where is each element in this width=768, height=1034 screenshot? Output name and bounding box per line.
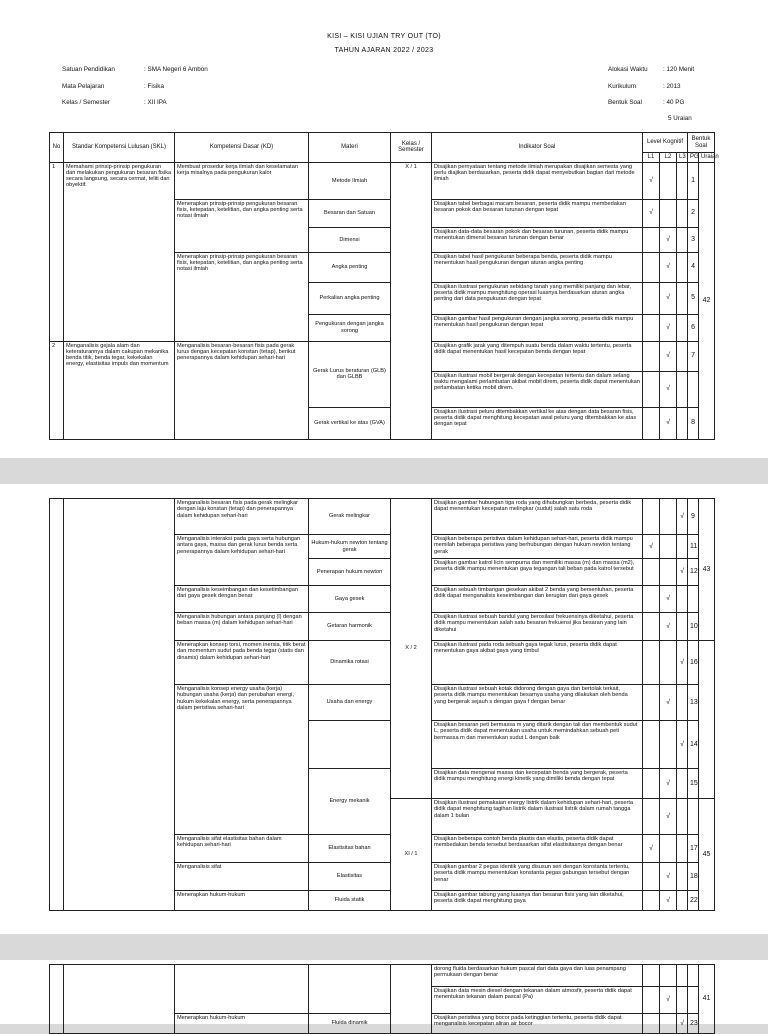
col-pg: PG: [688, 153, 699, 163]
row-kd: Menganalisis interaksi pada gaya serta hubungan antara gaya, massa dan gerak lurus benda serta penerapannya dalam kehidupan sehari-hari: [175, 535, 309, 586]
table-row: [50, 341, 715, 371]
row-pg: 11: [688, 535, 699, 559]
check-mark: √: [660, 282, 677, 314]
row-pg: 22: [688, 891, 699, 911]
row-materi: Penerapan hukum newton: [309, 559, 391, 586]
row-materi: Gerak Lurus beraturan (GLB) dan GLBB: [309, 341, 391, 407]
row-kd: Menganalisis konsep energy usaha (kerja) hubungan usaha (kerja) dan perubahan energi, hukum kekekalan energy, serta penerapannya dalam peristiwa sehari-hari: [175, 685, 309, 835]
row-indikator: Disajikan gambar hasil pengukuran dengan jangka sorong, peserta didik mampu menentukan hasil pengukuran dengan tepat: [432, 314, 643, 341]
col-skl: Standar Kompetensi Lulusan (SKL): [64, 133, 175, 163]
row-indikator: Disajikan beberapa peristiwa dalam kehidupan sehari-hari, peserta didik mampu memilah beberapa peristiwa yang berhubungan dengan hukum newton tentang gerak: [432, 535, 643, 559]
row-indikator: Disajikan besaran peti bermassa m yang ditarik dengan tali dan membentuk sudut L, peserta didik dapat menentukan usaha untuk memindahkan sebuah peti bermassa m dan menentukan sudut L dengan baik: [432, 721, 643, 769]
row-pg: 8: [688, 407, 699, 439]
row-materi: Dimensi: [309, 227, 391, 252]
row-kd: Menganalisis besaran-besaran fisis pada gerak lurus dengan kecepatan konstan (tetap), berikut penerapannya dalam kehidupan sehari-hari: [175, 341, 309, 439]
row-kd: Menerapkan hukum-hukum: [175, 1014, 309, 1034]
check-mark: √: [660, 314, 677, 341]
check-mark: √: [660, 227, 677, 252]
col-l2: L2: [660, 153, 677, 163]
row-pg: 3: [688, 227, 699, 252]
row-kd: Membuat prosedur kerja ilmiah dan keselamatan kerja misalnya pada pengukuran kalor: [175, 162, 309, 199]
check-mark: √: [677, 559, 688, 586]
page-1: [0, 0, 768, 458]
kisi-table-page-1: [49, 132, 719, 440]
check-mark: √: [660, 613, 677, 641]
row-kd: Menganalisis keseimbangan dan kesetimbangan dari gaya gesek dengan benar: [175, 586, 309, 613]
uraian-count: 5 Uraian: [668, 115, 692, 122]
satuan-value: : SMA Negeri 6 Ambon: [144, 66, 208, 73]
row-uraian: 41: [699, 965, 715, 1034]
check-mark: √: [677, 1014, 688, 1034]
check-mark: √: [660, 252, 677, 282]
row-kd: Menganalisis hubungan antara panjang (l) dengan beban massa (m) dalam kehidupan sehari-hari: [175, 613, 309, 641]
row-kelas: X / 1: [391, 162, 432, 439]
row-materi: Hukum-hukum newton tentang gerak: [309, 535, 391, 559]
check-mark: √: [643, 162, 660, 199]
row-materi: Angka penting: [309, 252, 391, 282]
row-kd: Menerapkan konsep torsi, momen inersia, titik berat dan momentum sudut pada benda tegar (statis dan dinamis) dalam kehidupan sehari-hari: [175, 641, 309, 685]
check-mark: √: [660, 799, 677, 835]
row-indikator: Disajikan peristiwa yang bocor pada ketinggian tertentu, peserta didik dapat menganalisis kecepatan aliran air bocor: [432, 1014, 643, 1034]
col-indikator: Indikator Soal: [432, 133, 643, 163]
col-no: No: [50, 133, 64, 163]
row-pg: 23: [688, 1014, 699, 1034]
col-materi: Materi: [309, 133, 391, 163]
row-pg: 2: [688, 199, 699, 227]
col-bentuk: Bentuk Soal: [688, 133, 715, 153]
row-indikator: Disajikan ilustrasi sebuah bandul yang berosilasi frekuensinya diketahui, peserta didik mampu menentukan salah satu besaran frekuensi jika besaran yang lain diketahui: [432, 613, 643, 641]
col-level: Level Kognitif: [643, 133, 688, 153]
bentuk-value: : 40 PG: [663, 99, 685, 106]
document-title: KISI – KISI UJIAN TRY OUT (TO): [327, 33, 441, 40]
col-l3: L3: [677, 153, 688, 163]
row-pg: 18: [688, 863, 699, 891]
row-indikator: Disajikan ilustrasi peluru ditembakkan vertikal ke atas dengan data besaran fisis, peserta didik dapat menghitung kecepatan awal peluru yang ditembakkan ke atas dengan tepat: [432, 407, 643, 439]
table-row: [50, 499, 715, 535]
kisi-table-page-2: [49, 498, 715, 911]
row-no: 2: [50, 341, 64, 439]
row-pg: 14: [688, 721, 699, 769]
row-materi: Fluida statik: [309, 891, 391, 911]
row-pg: 17: [688, 835, 699, 863]
document-year: TAHUN AJARAN 2022 / 2023: [334, 47, 434, 54]
check-mark: √: [643, 835, 660, 863]
table-row: [50, 965, 715, 987]
row-indikator: Disajikan tabel berbagai macam besaran, peserta didik mampu membedakan besaran pokok dan besaran turunan dengan tepat: [432, 199, 643, 227]
row-pg: 7: [688, 341, 699, 371]
col-uraian: Uraian: [699, 153, 715, 163]
row-pg: 9: [688, 499, 699, 535]
row-kd: Menerapkan hukum-hukum: [175, 891, 309, 911]
row-indikator: Disajikan gambar 2 pegas identik yang disusun seri dengan konstanta tertentu, peserta didik mampu menentukan konstanta pegas gabungan tersebut dengan benar: [432, 863, 643, 891]
row-skl: Menganalisis gejala alam dan keteraturannya dalam cakupan mekanika benda titik, benda tegar, kekekalan energy, elastisitas impuls dan momentum: [64, 341, 175, 439]
row-pg: 12: [688, 559, 699, 586]
row-pg: 6: [688, 314, 699, 341]
check-mark: √: [660, 891, 677, 911]
kelas-value: : XII IPA: [144, 99, 167, 106]
row-materi: Dinamika rotasi: [309, 641, 391, 685]
bentuk-label: Bentuk Soal: [608, 99, 642, 106]
row-indikator: Disajikan tabel hasil pengukuran beberapa benda, peserta didik mampu menentukan hasil pengukuran dengan aturan angka penting: [432, 252, 643, 282]
row-indikator: Disajikan gambar hubungan tiga roda yang dihubungkan berbeda, peserta didik dapat menentukan kecepatan melingkar (sudut) salah satu roda: [432, 499, 643, 535]
check-mark: √: [660, 341, 677, 371]
row-indikator: Disajikan gambar tabung yang luasnya dan besaran fisis yang lain diketahui, peserta didik dapat menghitung gaya: [432, 891, 643, 911]
row-uraian: 43: [699, 499, 715, 641]
row-indikator: Disajikan grafik jarak yang ditempuh suatu benda dalam waktu tertentu, peserta didik dapat menentukan hasil kecepatan benda dengan tepat: [432, 341, 643, 371]
row-materi: Elastisitas: [309, 863, 391, 891]
row-materi: Gaya gesek: [309, 586, 391, 613]
mapel-label: Mata Pelajaran: [62, 83, 105, 90]
check-mark: √: [660, 586, 677, 613]
row-indikator: dorong fluida berdasarkan hukum pascal dari data gaya dan luas penampang permukaan dengan benar: [432, 965, 643, 987]
row-uraian: 45: [699, 799, 715, 911]
check-mark: √: [660, 685, 677, 721]
row-pg: 4: [688, 252, 699, 282]
kisi-table-page-3: [49, 964, 715, 1034]
kurikulum-value: : 2013: [663, 83, 681, 90]
row-materi: Gerak melingkar: [309, 499, 391, 535]
row-materi: Energy mekanik: [309, 769, 391, 835]
check-mark: √: [660, 863, 677, 891]
row-kd: Menerapkan prinsip-prinsip pengukuran besaran fisis, ketepatan, ketelitian, dan angka penting serta notasi ilmiah: [175, 199, 309, 252]
row-materi: Gerak vertikal ke atas (GVA): [309, 407, 391, 439]
row-uraian: 42: [699, 162, 715, 439]
satuan-label: Satuan Pendidikan: [62, 66, 115, 73]
col-kelas: Kelas / Semester: [391, 133, 432, 163]
check-mark: √: [660, 407, 677, 439]
row-materi: Metode Ilmiah: [309, 162, 391, 199]
row-pg: 16: [688, 641, 699, 685]
row-skl: Memahami prinsip-prinsip pengukuran dan melakukan pengukuran besaran fisika secara langsung, secara cermat, teliti dan obyektif.: [64, 162, 175, 341]
check-mark: √: [660, 987, 677, 1014]
row-indikator: Disajikan beberapa contoh benda plastis dan elastis, peserta didik dapat membedakan benda tersebut berdasarkan sifat elastisitasnya dengan benar: [432, 835, 643, 863]
mapel-value: : Fisika: [144, 83, 164, 90]
row-indikator: Disajikan sebuah timbangan gesekan akibat 2 benda yang bersentuhan, peserta didik dapat menganalisis keseimbangan dan kerugian dari gaya gesek: [432, 586, 643, 613]
row-pg: 15: [688, 769, 699, 799]
row-pg: 10: [688, 613, 699, 641]
kelas-label: Kelas / Semester: [62, 99, 110, 106]
row-indikator: Disajikan data mesin diesel dengan tekanan dalam atmosfir, peserta didik dapat menentukan tekanan dalam pascal (Pa): [432, 987, 643, 1014]
row-materi: Pengukuran dengan jangka sorong: [309, 314, 391, 341]
page-2: [0, 484, 768, 934]
row-indikator: Disajikan ilustrasi mobil bergerak dengan kecepatan tertentu dan dalam selang waktu mengalami perlambatan akibat mobil direm, peserta didik dapat menentukan perlambatan ketika mobil direm.: [432, 371, 643, 407]
row-materi: Getaran harmonik: [309, 613, 391, 641]
alokasi-label: Alokasi Waktu: [608, 66, 648, 73]
row-materi: Besaran dan Satuan: [309, 199, 391, 227]
row-indikator: Disajikan data-data besaran pokok dan besaran turunan, peserta didik mampu menentukan dimensi besaran turunan dengan benar: [432, 227, 643, 252]
row-indikator: Disajikan ilustrasi pada roda sebuah gaya tegak lurus, peserta didik dapat menentukan gaya akibat gaya yang timbul: [432, 641, 643, 685]
table-row: [50, 162, 715, 199]
row-kd: Menganalisis besaran fisis pada gerak melingkar dengan laju konstan (tetap) dan penerapannya dalam kehidupan sehari-hari: [175, 499, 309, 535]
check-mark: √: [677, 721, 688, 769]
row-indikator: Disajikan pernyataan tentang metode ilmiah merupakan disajikan semesta yang perlu diajikan berdasarkan, peserta didik dapat menyebutkan bagian dari metode ilmiah: [432, 162, 643, 199]
check-mark: √: [660, 769, 677, 799]
row-no: 1: [50, 162, 64, 341]
alokasi-value: : 120 Menit: [663, 66, 695, 73]
row-indikator: Disajikan gambar katrol licin sempurna dan memiliki massa (m) dan massa (m2), peserta didik mampu menentukan gaya tegangan tali beban pada katrol tersebut: [432, 559, 643, 586]
check-mark: √: [660, 371, 677, 407]
col-l1: L1: [643, 153, 660, 163]
row-pg: 13: [688, 685, 699, 721]
row-kd: Menganalisis sifat elastisitas bahan dalam kehidupan sehari-hari: [175, 835, 309, 863]
row-indikator: Disajikan ilustrasi pemakaian energy listrik dalam kehidupan sehari-hari, peserta didik dapat menghitung tagihan listrik dalam ilustrasi listrik dalam rumah tangga dalam 1 bulan: [432, 799, 643, 835]
check-mark: √: [643, 535, 660, 559]
row-materi: Elastisitas bahan: [309, 835, 391, 863]
col-kd: Kompetensi Dasar (KD): [175, 133, 309, 163]
check-mark: √: [677, 641, 688, 685]
row-materi: Fluida dinamik: [309, 1014, 391, 1034]
row-indikator: Disajikan ilustrasi pengukuran sebidang tanah yang memiliki panjang dan lebar, peserta didik mampu menghitung operasi luasnya berdasarkan aturan angka penting dari data pengukuran dengan tepat: [432, 282, 643, 314]
row-indikator: Disajikan data mengenai massa dan kecepatan benda yang bergerak, peserta didik mampu menghitung energi kinetik yang dimiliki benda dengan tepat: [432, 769, 643, 799]
row-indikator: Disajikan ilustrasi sebuah kotak didorong dengan gaya dan bertolak terkait, peserta didik mampu menentukan besarnya usaha yang dilakukan oleh benda yang bergerak sejauh s dengan gaya f dengan benar: [432, 685, 643, 721]
check-mark: √: [643, 199, 660, 227]
kurikulum-label: Kurikulum: [608, 83, 636, 90]
row-kd: Menganalisis sifat: [175, 863, 309, 891]
check-mark: √: [677, 499, 688, 535]
row-materi: Usaha dan energy: [309, 685, 391, 721]
row-pg: 5: [688, 282, 699, 314]
row-kelas: X / 2: [391, 499, 432, 799]
row-materi: Perkalian angka penting: [309, 282, 391, 314]
row-kd: Menerapkan prinsip-prinsip pengukuran besaran fisis, ketepatan, ketelitian, dan angka penting serta notasi ilmiah: [175, 252, 309, 341]
page-3: [0, 960, 768, 1028]
row-kelas: XI / 1: [391, 799, 432, 911]
row-pg: 1: [688, 162, 699, 199]
